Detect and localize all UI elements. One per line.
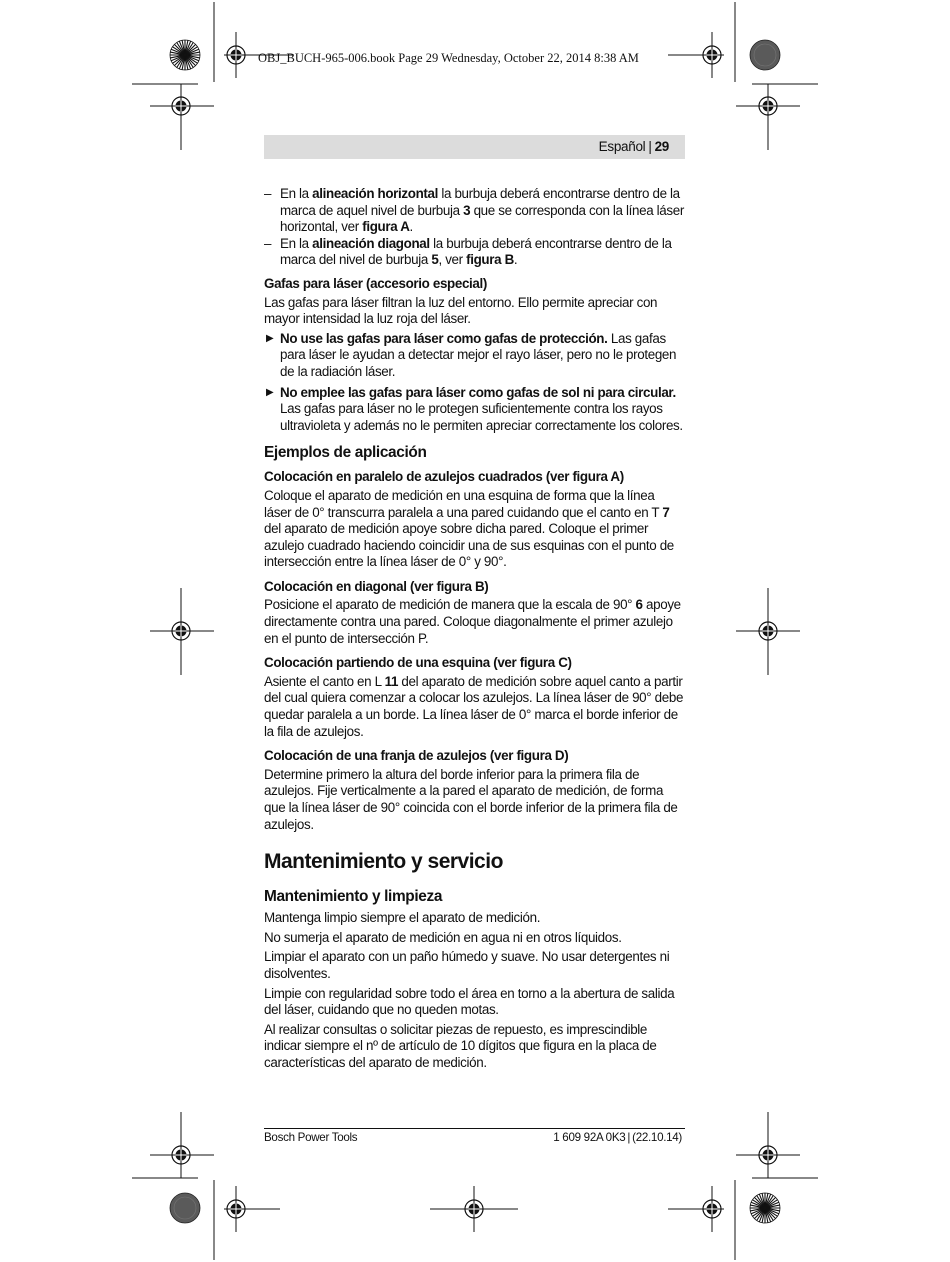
header-label: [599, 139, 669, 154]
paragraph-limpieza-1: Mantenga limpio siempre el aparato de medición.: [264, 910, 541, 926]
ref-number: 7: [662, 504, 670, 520]
warning-bold: No use las gafas para láser como gafas de protección.: [280, 330, 608, 346]
page-content: [264, 186, 685, 1072]
ref-number: 5: [431, 252, 439, 268]
heading-figura-d: Colocación de una franja de azulejos (ver figura D): [264, 748, 569, 764]
ref-number: 11: [384, 673, 399, 689]
text: del aparato de medición sobre aquel canto a partir del cual quiera comenzar a colocar los azulejos. La línea láser de 90° debe quedar paralela a un borde. La línea láser de 0° marca el borde inferior de la fila de azulejos.: [264, 673, 684, 739]
bold-term: alineación horizontal: [312, 186, 438, 201]
footer-code: 1 609 92A 0K3: [553, 1131, 626, 1144]
warning-bold: No emplee las gafas para láser como gafas de sol ni para circular.: [280, 384, 676, 400]
heading-limpieza: Mantenimiento y limpieza: [264, 888, 443, 906]
text: En la: [280, 186, 313, 201]
heading-figura-b: Colocación en diagonal (ver figura B): [264, 578, 489, 594]
figure-ref: figura B: [466, 252, 514, 268]
text: , ver: [438, 252, 467, 268]
footer-separator: |: [627, 1131, 631, 1144]
text: Posicione el aparato de medición de manera que la escala de 90°: [264, 597, 636, 613]
paragraph-figura-a: [264, 488, 685, 571]
text: En la: [280, 235, 313, 251]
paragraph-gafas: Las gafas para láser filtran la luz del entorno. Ello permite apreciar con mayor intensidad la luz roja del láser.: [264, 294, 658, 327]
text: la burbuja deberá encontrarse dentro de la marca del nivel de burbuja: [280, 235, 672, 268]
bold-term: alineación diagonal: [312, 235, 430, 251]
text: .: [513, 252, 518, 268]
heading-figura-a: Colocación en paralelo de azulejos cuadrados (ver figura A): [264, 469, 624, 485]
text: que se corresponda con la línea láser horizontal, ver: [280, 202, 684, 235]
text: la burbuja deberá encontrarse dentro de la marca de aquel nivel de burbuja: [280, 186, 680, 218]
print-slug: OBJ_BUCH-965-006.book Page 29 Wednesday, October 22, 2014 8:38 AM: [258, 51, 639, 65]
paragraph-limpieza-3: Limpiar el aparato con un paño húmedo y suave. No usar detergentes ni disolventes.: [264, 949, 670, 981]
text: Asiente el canto en L: [264, 673, 385, 689]
paragraph-figura-d: Determine primero la altura del borde inferior para la primera fila de azulejos. Fije verticalmente a la pared el aparato de medición, de forma que la línea láser de 90° coincida con el borde inferior de la primera fila de azulejos.: [264, 766, 678, 832]
figure-ref: figura A: [362, 219, 410, 235]
list-item-diagonal: [264, 236, 685, 269]
warning-item-2: [264, 385, 685, 435]
heading-mantenimiento: Mantenimiento y servicio: [264, 850, 503, 874]
paragraph-limpieza-5: Al realizar consultas o solicitar piezas de repuesto, es imprescindible indicar siempre el nº de artículo de 10 dígitos que figura en la placa de características del aparato de medición.: [264, 1021, 657, 1070]
dash-marker: –: [264, 235, 272, 251]
triangle-bullet-icon: ▶: [266, 332, 274, 344]
list-item-horizontal: [264, 186, 685, 236]
footer-doc-code: [553, 1131, 682, 1144]
ref-number: 6: [635, 597, 643, 613]
text: .: [409, 219, 413, 235]
footer-date: (22.10.14): [632, 1131, 682, 1144]
triangle-bullet-icon: ▶: [266, 386, 274, 398]
heading-ejemplos: Ejemplos de aplicación: [264, 444, 427, 462]
paragraph-figura-c: [264, 674, 685, 740]
heading-gafas: Gafas para láser (accesorio especial): [264, 275, 488, 291]
text: Coloque el aparato de medición en una esquina de forma que la línea láser de 0° transcurra paralela a una pared cuidando que el canto en T: [264, 487, 663, 520]
paragraph-figura-b: [264, 597, 685, 647]
header-language: Español: [598, 139, 646, 154]
ref-number: 3: [463, 202, 471, 218]
page-number: 29: [654, 139, 669, 154]
warning-text: Las gafas para láser le ayudan a detectar mejor el rayo láser, pero no le protegen de la radiación láser.: [280, 330, 677, 379]
footer-brand: Bosch Power Tools: [264, 1131, 358, 1144]
header-separator: |: [648, 139, 652, 154]
heading-figura-c: Colocación partiendo de una esquina (ver figura C): [264, 655, 572, 671]
text: apoye directamente contra una pared. Coloque diagonalmente el primer azulejo en el punto de intersección P.: [264, 597, 681, 646]
warning-item-1: [264, 331, 685, 381]
paragraph-limpieza-4: Limpie con regularidad sobre todo el área en torno a la abertura de salida del láser, cuidando que no queden motas.: [264, 985, 675, 1018]
page-header: [264, 135, 685, 159]
warning-text: Las gafas para láser no le protegen suficientemente contra los rayos ultravioleta y además no le permiten apreciar correctamente los colores.: [280, 401, 683, 433]
footer-rule: [264, 1128, 685, 1129]
text: del aparato de medición apoye sobre dicha pared. Coloque el primer azulejo cuadrado haciendo coincidir una de sus esquinas con el punto de intersección entre la línea láser de 0° y 90°.: [264, 521, 674, 570]
paragraph-limpieza-2: No sumerja el aparato de medición en agua ni en otros líquidos.: [264, 929, 622, 945]
dash-marker: –: [264, 186, 272, 201]
